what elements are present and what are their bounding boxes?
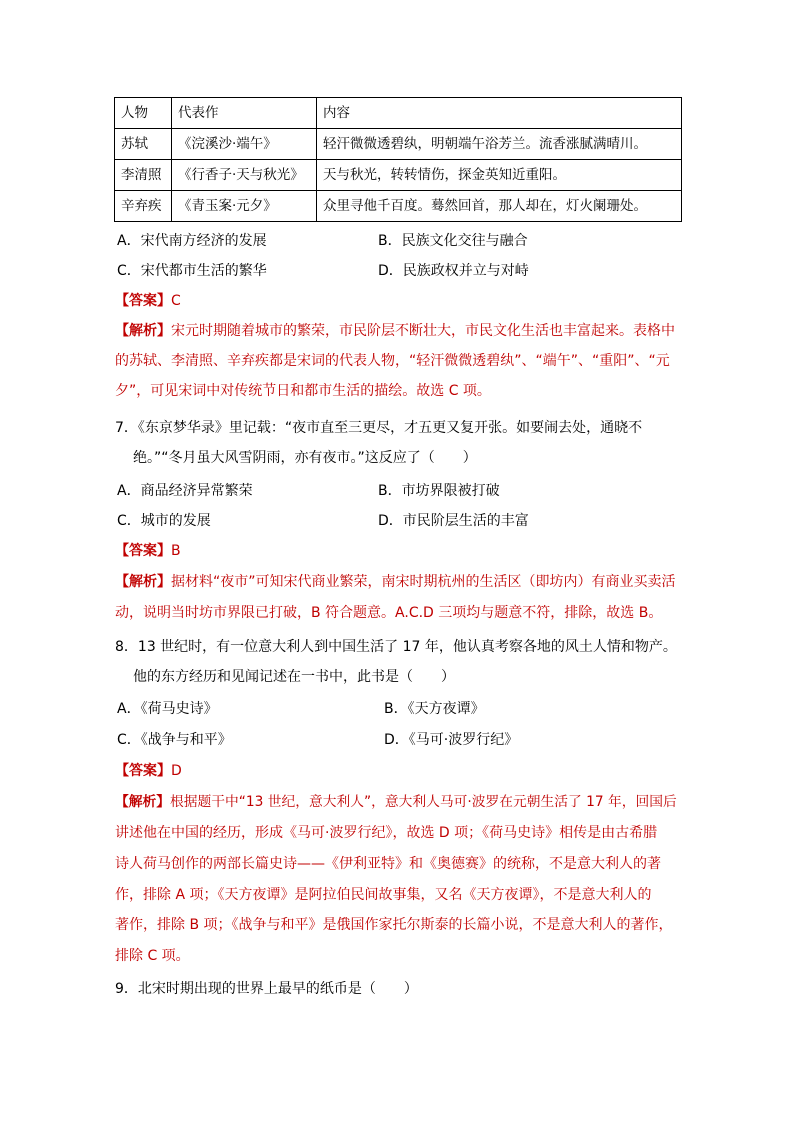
table-cell: 天与秋光，转转情伤，探金英知近重阳。 — [317, 160, 682, 191]
q6-option-c: C．宋代都市生活的繁华 — [117, 263, 267, 279]
answer-tag: 【答案】 — [115, 543, 171, 559]
analysis-line: 作，排除 A 项；《天方夜谭》是阿拉伯民间故事集，又名《天方夜谭》，不是意大利人的 — [115, 887, 652, 903]
table-header-cell: 内容 — [317, 98, 682, 129]
q7-option-a: A．商品经济异常繁荣 — [117, 483, 253, 499]
table-cell: 辛弃疾 — [115, 191, 172, 222]
q7-stem: 7．《东京梦华录》里记载：“夜市直至三更尽，才五更又复开张。如要闹去处，通晓不 — [115, 420, 643, 436]
table-cell: 《浣溪沙·端午》 — [172, 129, 317, 160]
answer-value: C — [171, 293, 181, 309]
answer-tag: 【答案】 — [115, 763, 171, 779]
q8-stem-cont: 他的东方经历和见闻记述在一书中，此书是（ ） — [133, 669, 455, 685]
q7-answer — [115, 541, 181, 561]
table-cell: 轻汗微微透碧纨，明朝端午浴芳兰。流香涨腻满晴川。 — [317, 129, 682, 160]
analysis-line: 排除 C 项。 — [115, 948, 190, 964]
table-cell: 《青玉案·元夕》 — [172, 191, 317, 222]
table-header-cell: 代表作 — [172, 98, 317, 129]
analysis-line: 讲述他在中国的经历，形成《马可·波罗行纪》，故选 D 项；《荷马史诗》相传是由古希腊 — [115, 825, 658, 841]
table-row — [115, 160, 682, 191]
table-cell: 李清照 — [115, 160, 172, 191]
q9-stem: 9．北宋时期出现的世界上最早的纸币是（ ） — [115, 981, 418, 997]
q8-stem: 8．13 世纪时，有一位意大利人到中国生活了 17 年，他认真考察各地的风土人情和物产。 — [115, 639, 677, 655]
table-header-cell: 人物 — [115, 98, 172, 129]
q7-stem-cont: 绝。”“冬月虽大风雪阴雨，亦有夜市。”这反应了（ ） — [133, 450, 477, 466]
q8-option-a: A．《荷马史诗》 — [117, 701, 218, 717]
table-row — [115, 129, 682, 160]
analysis-text: 宋元时期随着城市的繁荣，市民阶层不断壮大，市民文化生活也丰富起来。表格中 — [171, 323, 675, 339]
q8-answer — [115, 761, 182, 781]
analysis-line: 动，说明当时坊市界限已打破，B 符合题意。A.C.D 三项均与题意不符，排除，故选 B。 — [115, 605, 663, 621]
table-cell: 众里寻他千百度。蓦然回首，那人却在，灯火阑珊处。 — [317, 191, 682, 222]
analysis-line: 诗人荷马创作的两部长篇史诗——《伊利亚特》和《奥德赛》的统称，不是意大利人的著 — [115, 856, 661, 872]
answer-tag: 【答案】 — [115, 293, 171, 309]
q8-option-c: C．《战争与和平》 — [117, 732, 232, 748]
analysis-line: 夕”，可见宋词中对传统节日和都市生活的描绘。故选 C 项。 — [115, 383, 491, 399]
q8-analysis — [115, 792, 677, 812]
analysis-tag: 【解析】 — [115, 323, 171, 339]
analysis-tag: 【解析】 — [115, 574, 171, 590]
table-header-row — [115, 98, 682, 129]
analysis-text: 据材料“夜市”可知宋代商业繁荣，南宋时期杭州的生活区（即坊内）有商业买卖活 — [171, 574, 676, 590]
analysis-tag: 【解析】 — [115, 794, 171, 810]
table-row — [115, 191, 682, 222]
answer-value: D — [171, 763, 182, 779]
answer-value: B — [171, 543, 181, 559]
q8-option-d: D．《马可·波罗行纪》 — [384, 732, 519, 748]
poets-table — [114, 97, 682, 222]
q6-option-d: D．民族政权并立与对峙 — [378, 263, 529, 279]
analysis-line: 著作，排除 B 项；《战争与和平》是俄国作家托尔斯泰的长篇小说，不是意大利人的著作， — [115, 917, 673, 933]
q7-analysis — [115, 572, 676, 592]
analysis-line: 的苏轼、李清照、辛弃疾都是宋词的代表人物，“轻汗微微透碧纨”、“端午”、“重阳”、“元 — [115, 353, 670, 369]
q7-option-d: D．市民阶层生活的丰富 — [378, 513, 529, 529]
q7-option-c: C．城市的发展 — [117, 513, 211, 529]
q6-answer — [115, 291, 181, 311]
analysis-text: 根据题干中“13 世纪，意大利人”，意大利人马可·波罗在元朝生活了 17 年，回国后 — [170, 794, 677, 810]
q6-option-b: B．民族文化交往与融合 — [378, 233, 528, 249]
q6-option-a: A．宋代南方经济的发展 — [117, 233, 267, 249]
q6-analysis — [115, 321, 675, 341]
q7-option-b: B．市坊界限被打破 — [378, 483, 500, 499]
table-cell: 苏轼 — [115, 129, 172, 160]
q8-option-b: B．《天方夜谭》 — [384, 701, 485, 717]
table-cell: 《行香子·天与秋光》 — [172, 160, 317, 191]
